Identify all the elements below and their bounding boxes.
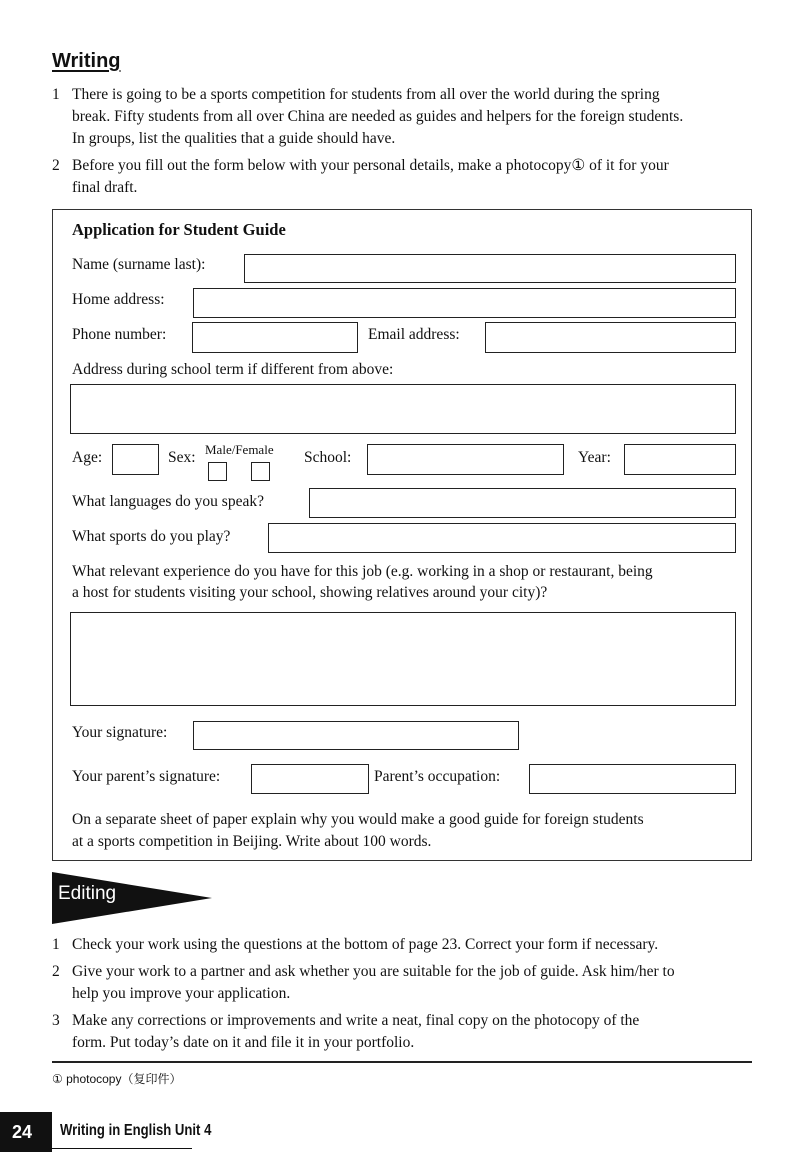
- item-number: 2: [52, 157, 60, 174]
- item-line: break. Fifty students from all over China are needed as guides and helpers for the foreign students.: [72, 108, 684, 125]
- editing-item-2: [52, 961, 762, 1005]
- footnote: ① photocopy（复印件）: [52, 1072, 182, 1086]
- signature-field[interactable]: [193, 721, 519, 750]
- experience-field[interactable]: [70, 612, 736, 706]
- item-number: 3: [52, 1012, 60, 1029]
- item-number: 1: [52, 86, 60, 103]
- item-number: 2: [52, 963, 60, 980]
- item-line: In groups, list the qualities that a guide should have.: [72, 130, 396, 147]
- item-line: final draft.: [72, 179, 138, 196]
- experience-label: a host for students visiting your school, showing relatives around your city)?: [72, 584, 548, 601]
- parent-occupation-field[interactable]: [529, 764, 736, 794]
- footer-title: Writing in English Unit 4: [60, 1122, 212, 1139]
- item-line: Make any corrections or improvements and write a neat, final copy on the photocopy of the: [72, 1012, 640, 1029]
- school-label: School:: [304, 449, 352, 466]
- email-field[interactable]: [485, 322, 736, 353]
- form-instruction: at a sports competition in Beijing. Write about 100 words.: [72, 833, 432, 850]
- name-label: Name (surname last):: [72, 256, 206, 273]
- name-field[interactable]: [244, 254, 736, 283]
- parent-occupation-label: Parent’s occupation:: [374, 768, 501, 785]
- school-term-address-label: Address during school term if different from above:: [72, 361, 394, 378]
- female-checkbox[interactable]: [251, 462, 270, 481]
- home-address-field[interactable]: [193, 288, 736, 318]
- section-title-editing: Editing: [58, 883, 117, 904]
- phone-field[interactable]: [192, 322, 358, 353]
- writing-item-1: [52, 84, 762, 150]
- email-label: Email address:: [368, 326, 460, 343]
- writing-item-2: [52, 155, 762, 199]
- sex-label: Sex:: [168, 449, 196, 466]
- item-number: 1: [52, 936, 60, 953]
- school-term-address-field[interactable]: [70, 384, 736, 434]
- year-field[interactable]: [624, 444, 736, 475]
- sports-label: What sports do you play?: [72, 528, 231, 545]
- item-line: There is going to be a sports competition for students from all over the world during the spring: [72, 86, 660, 103]
- page-number: 24: [12, 1122, 33, 1142]
- item-line: Before you fill out the form below with your personal details, make a photocopy① of it for your: [72, 157, 669, 174]
- experience-label: What relevant experience do you have for this job (e.g. working in a shop or restaurant, being: [72, 563, 653, 580]
- editing-item-3: [52, 1010, 762, 1054]
- languages-label: What languages do you speak?: [72, 493, 264, 510]
- signature-label: Your signature:: [72, 724, 168, 741]
- footer-divider: [52, 1148, 192, 1149]
- male-checkbox[interactable]: [208, 462, 227, 481]
- year-label: Year:: [578, 449, 611, 466]
- sex-options-label: Male/Female: [205, 442, 274, 457]
- languages-field[interactable]: [309, 488, 736, 518]
- item-line: Check your work using the questions at the bottom of page 23. Correct your form if necessary.: [72, 936, 659, 953]
- item-line: help you improve your application.: [72, 985, 291, 1002]
- footnote-divider: [52, 1061, 752, 1063]
- section-title-writing: Writing: [52, 50, 121, 72]
- parent-signature-label: Your parent’s signature:: [72, 768, 221, 785]
- phone-label: Phone number:: [72, 326, 167, 343]
- sports-field[interactable]: [268, 523, 736, 553]
- school-field[interactable]: [367, 444, 564, 475]
- form-title: Application for Student Guide: [72, 220, 286, 239]
- age-label: Age:: [72, 449, 103, 466]
- editing-item-1: [52, 934, 762, 956]
- age-field[interactable]: [112, 444, 159, 475]
- parent-signature-field[interactable]: [251, 764, 369, 794]
- home-address-label: Home address:: [72, 291, 165, 308]
- item-line: form. Put today’s date on it and file it in your portfolio.: [72, 1034, 415, 1051]
- form-instruction: On a separate sheet of paper explain why you would make a good guide for foreign students: [72, 811, 644, 828]
- item-line: Give your work to a partner and ask whether you are suitable for the job of guide. Ask him/her to: [72, 963, 675, 980]
